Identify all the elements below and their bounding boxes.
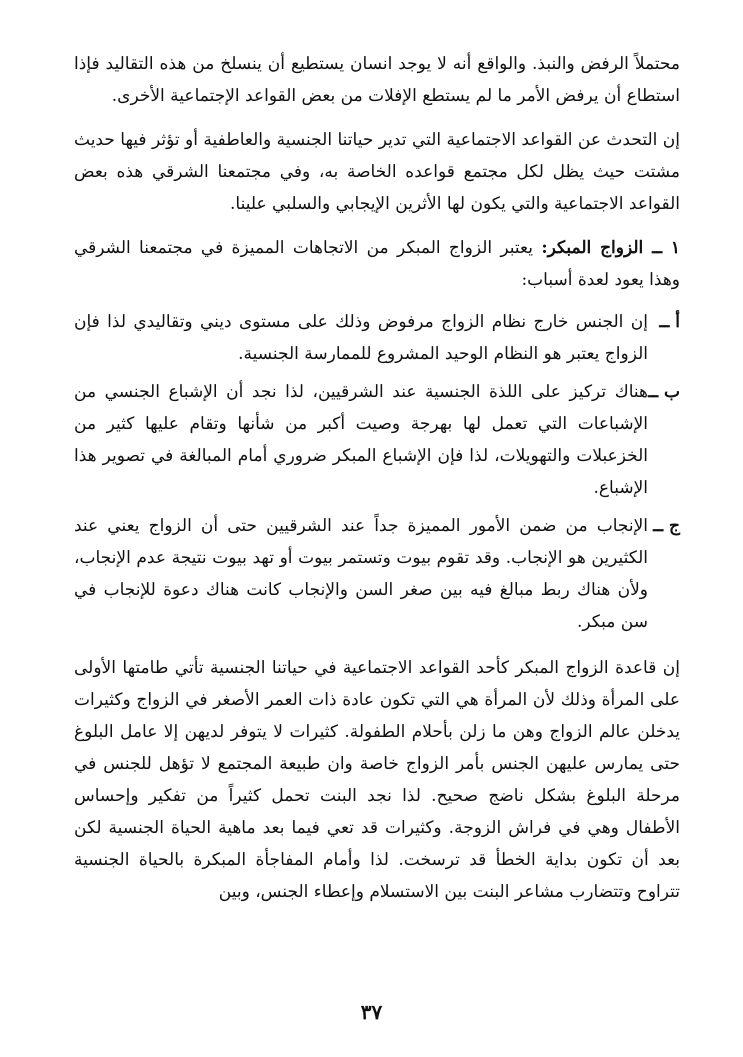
paragraph-social-rules: إن التحدث عن القواعد الاجتماعية التي تدير حياتنا الجنسية والعاطفية أو تؤثر فيها حديث مشتت حيث يظل لكل مجتمع قواعده الخاصة به، وفي مجتمعنا الشرقي هذه بعض القواعد الاجتماعية والتي يكون لها الأثرين الإيجابي والسلبي علينا.: [74, 130, 680, 214]
page-number: ٣٧: [360, 1000, 383, 1024]
section-title: ١ ــ الزواج المبكر:: [541, 238, 681, 258]
list-item: [74, 306, 680, 370]
paragraph-intro: محتملاً الرفض والنبذ. والواقع أنه لا يوجد انسان يستطيع أن ينسلخ من هذه التقاليد فإذا استطاع أن يرفض الأمر ما لم يستطع الإفلات من بعض القواعد الإجتماعية الأخرى.: [74, 54, 680, 106]
list-marker: ج ــ: [653, 516, 680, 536]
section-intro-text: يعتبر الزواج المبكر من الاتجاهات المميزة في مجتمعنا الشرقي وهذا يعود لعدة أسباب:: [74, 238, 680, 290]
list-item: [74, 376, 680, 504]
paragraph-early-marriage-effects: إن قاعدة الزواج المبكر كأحد القواعد الاجتماعية في حياتنا الجنسية تأتي طامتها الأولى على المرأة وذلك لأن المرأة هي التي تكون عادة ذات العمر الأصغر في الزواج وكثيرات يدخلن عالم الزواج وهن ما زلن بأحلام الطفولة. كثيرات لا يتوفر لديهن إلا عامل البلوغ حتى يمارس عليهن الجنس بأمر الزواج خاصة وان طبيعة المجتمع لا تؤهل للجنس في مرحلة البلوغ بشكل ناضج صحيح. لذا نجد البنت تحمل كثيراً من تفكير وإحساس الأطفال وهي في فراش الزوجة. وكثيرات قد تعي فيما بعد ماهية الحياة الجنسية لكن بعد أن تكون بداية الخطأ قد ترسخت. لذا وأمام المفاجأة المبكرة بالحياة الجنسية تتراوح وتتضارب مشاعر البنت بين الاستسلام وإعطاء الجنس، وبين: [74, 658, 680, 902]
section-early-marriage: [74, 232, 680, 296]
page-body: [74, 48, 680, 920]
list-item-text: هناك تركيز على اللذة الجنسية عند الشرقيين، لذا نجد أن الإشباع الجنسي من الإشباعات التي تعمل لها بهرجة وصيت أكبر من شأنها وتقام عليها كثير من الخزعبلات والتهويلات، لذا فإن الإشباع المبكر ضروري أمام المبالغة في تصوير هذا الإشباع.: [74, 382, 648, 498]
list-item-text: إن الجنس خارج نظام الزواج مرفوض وذلك على مستوى ديني وتقاليدي لذا فإن الزواج يعتبر هو النظام الوحيد المشروع للممارسة الجنسية.: [74, 312, 648, 364]
list-marker: أ ــ: [659, 312, 680, 332]
list-item-text: الإنجاب من ضمن الأمور المميزة جداً عند الشرقيين حتى أن الزواج يعني عند الكثيرين هو الإنجاب. وقد تقوم بيوت وتستمر بيوت أو تهد بيوت نتيجة عدم الإنجاب، ولأن هناك ربط مبالغ فيه بين صغر السن والإنجاب كانت هناك دعوة للإنجاب في سن مبكر.: [74, 516, 648, 632]
list-marker: ب ــ: [648, 382, 680, 402]
list-item: [74, 510, 680, 638]
